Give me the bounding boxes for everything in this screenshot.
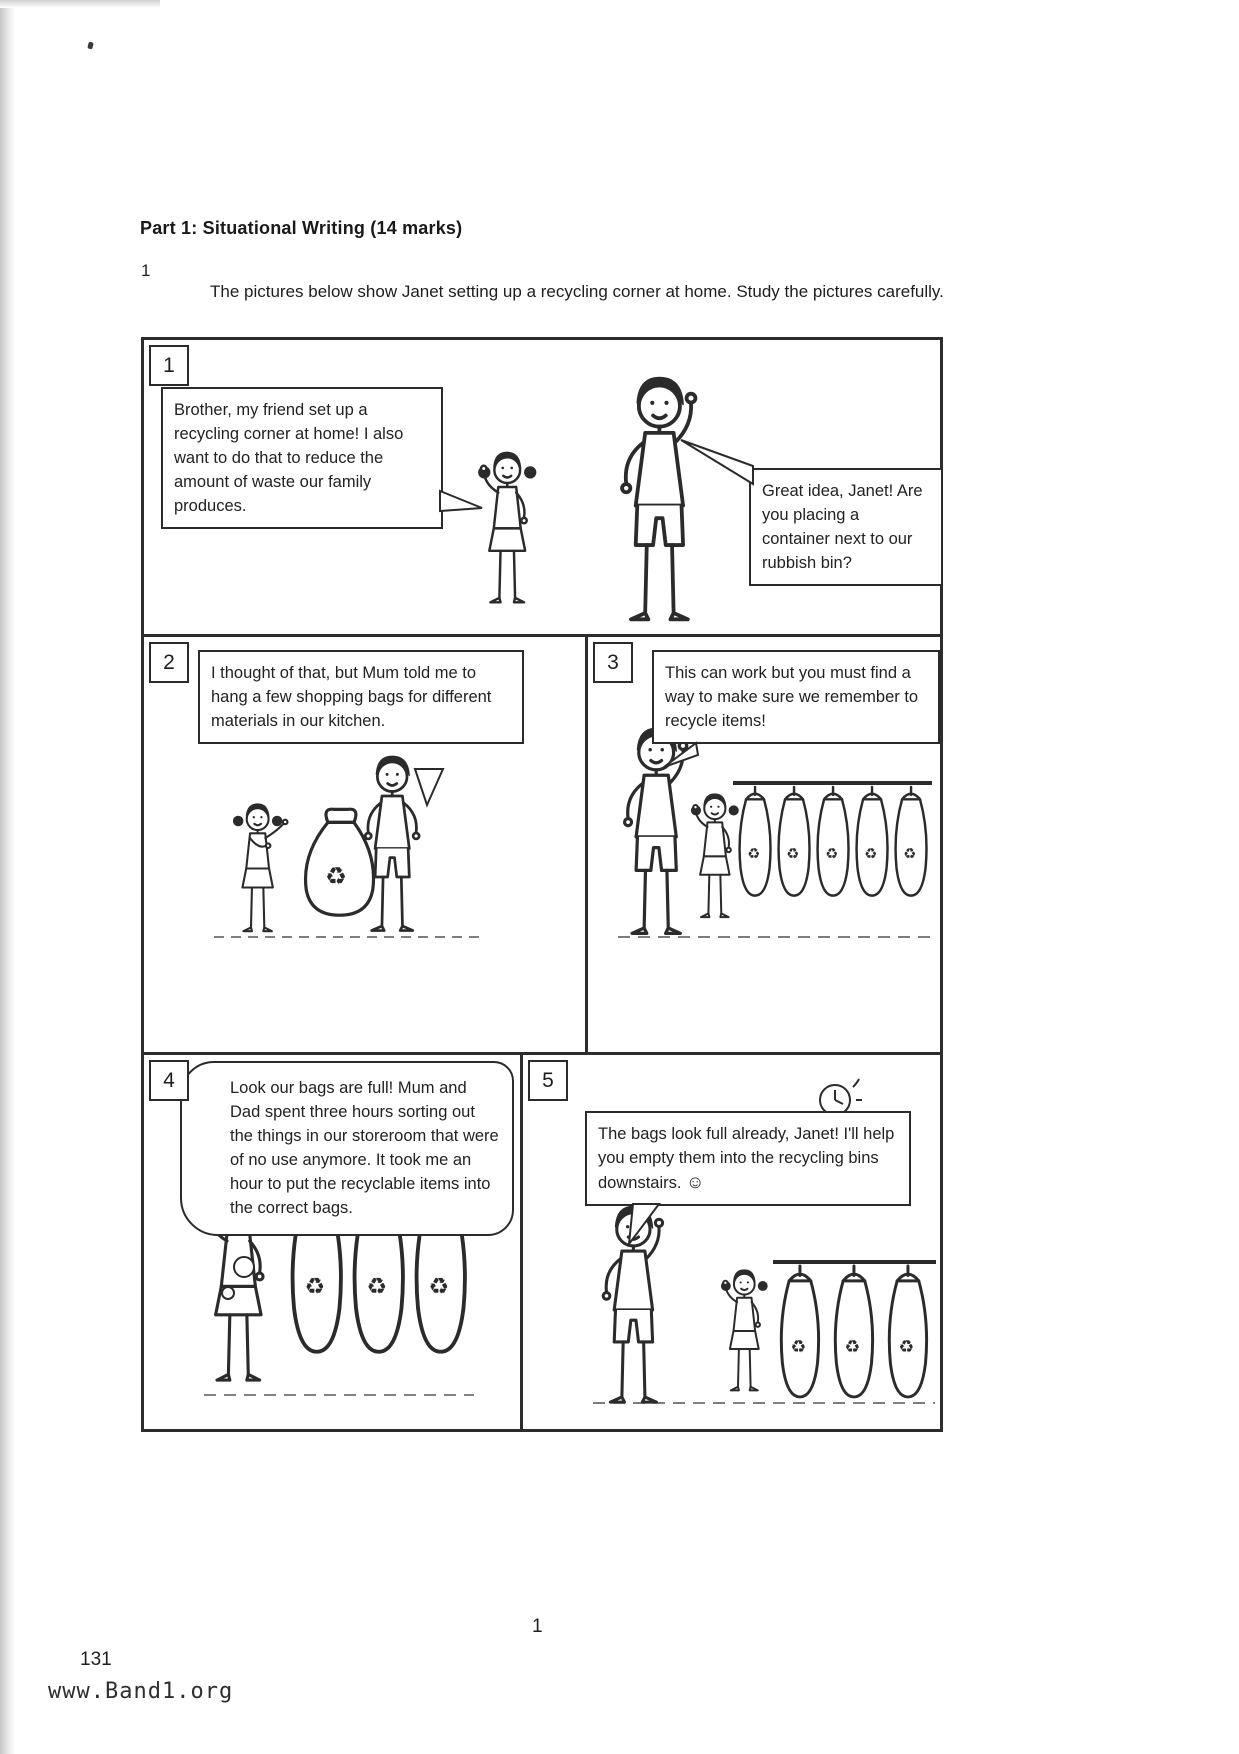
rubbish-bag: [306, 809, 374, 915]
brother-figure: [622, 378, 695, 620]
speech-text: The bags look full already, Janet! I'll help you empty them into the recycling bins downstairs.: [598, 1125, 895, 1192]
speech-bubble-tail: [627, 1202, 665, 1248]
panel-number-badge: [149, 1060, 189, 1101]
panel-number-badge: [528, 1060, 568, 1101]
janet-figure: [691, 794, 739, 917]
comic-panel-1: [144, 340, 940, 637]
thought-bubble-janet: [180, 1061, 514, 1236]
page-number: 1: [532, 1616, 543, 1637]
footer-code: 131: [80, 1649, 112, 1670]
page-title: Part 1: Situational Writing (14 marks): [140, 218, 463, 239]
speech-bubble-tail: [438, 488, 484, 514]
speech-bubble-janet: [161, 387, 443, 529]
speech-text: Look our bags are full! Mum and Dad spent three hours sorting out the things in our storeroom that were of no use anymore. It took me an hour to put the recyclable items into the correct bags.: [230, 1079, 499, 1217]
panel-number-badge: [593, 642, 633, 683]
hanging-bag: [857, 787, 888, 896]
hanging-bag: [779, 787, 810, 896]
speech-text: I thought of that, but Mum told me to hang a few shopping bags for different materials in our kitchen.: [211, 664, 492, 730]
hanging-bag: [818, 787, 849, 896]
panel-number: 5: [542, 1068, 554, 1092]
watermark-url: www.Band1.org: [48, 1679, 234, 1704]
panel-number: 3: [607, 650, 619, 674]
ink-speck: [87, 41, 94, 49]
speech-text: Great idea, Janet! Are you placing a container next to our rubbish bin?: [762, 482, 923, 572]
scan-edge-top: [0, 0, 160, 8]
hanging-bag: [740, 787, 771, 896]
comic-panel-2: [144, 637, 588, 1055]
speech-bubble-tail: [662, 741, 702, 771]
panel-number: 1: [163, 353, 175, 377]
thought-bubble-tail: [214, 1255, 274, 1311]
hanging-bag: [896, 787, 927, 896]
speech-bubble-brother: [652, 650, 940, 744]
comic-panel-3: [588, 637, 940, 1055]
hanging-bag: [781, 1266, 818, 1397]
question-text: The pictures below show Janet setting up a recycling corner at home. Study the pictures carefully.: [210, 282, 944, 301]
speech-bubble-tail: [679, 436, 755, 496]
speech-bubble-janet: [198, 650, 524, 744]
comic-panel-4: [144, 1055, 523, 1429]
speech-bubble-tail: [412, 767, 446, 809]
speech-bubble-brother: [585, 1111, 911, 1206]
speech-text: This can work but you must find a way to make sure we remember to recycle items!: [665, 664, 919, 730]
clock-doodle: [820, 1079, 862, 1115]
panel-number: 4: [163, 1068, 175, 1092]
comic-panel-5: [523, 1055, 940, 1429]
panel-number-badge: [149, 345, 189, 386]
smiley-icon: ☺: [686, 1172, 705, 1192]
comic-strip-frame: [141, 337, 943, 1432]
scan-edge-shadow: [0, 0, 15, 1754]
question-number: 1: [141, 261, 151, 280]
janet-figure: [478, 452, 536, 602]
panel-number-badge: [149, 642, 189, 683]
speech-bubble-brother: [749, 468, 943, 586]
janet-figure: [721, 1270, 768, 1391]
hanging-bag: [835, 1266, 872, 1397]
speech-text: Brother, my friend set up a recycling corner at home! I also want to do that to reduce the amount of waste our family produces.: [174, 401, 404, 515]
hanging-bag: [889, 1266, 926, 1397]
janet-figure: [233, 804, 288, 931]
panel-number: 2: [163, 650, 175, 674]
